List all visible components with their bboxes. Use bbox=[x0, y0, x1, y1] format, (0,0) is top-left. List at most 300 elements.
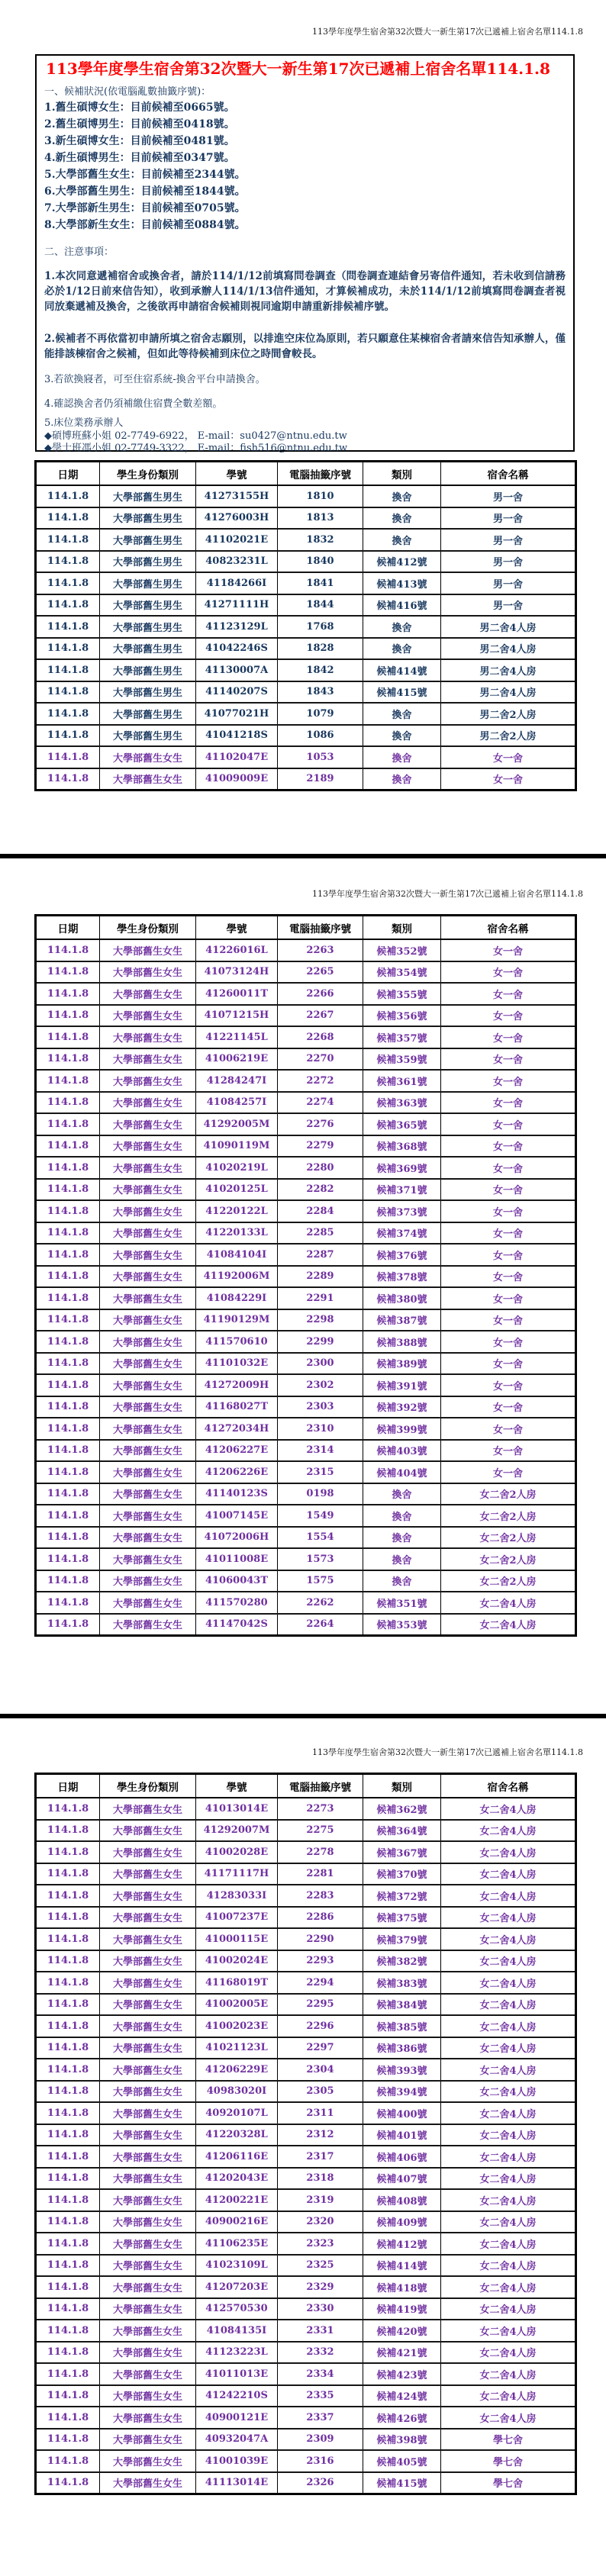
page-break-bar bbox=[0, 1714, 606, 1718]
waitlist-status-item: 4.新生碩博男生：目前候補至0347號。 bbox=[44, 152, 235, 164]
cell-identity-category: 大學部舊生女生 bbox=[100, 1244, 196, 1266]
cell-lottery-number: 2332 bbox=[278, 2342, 363, 2364]
cell-identity-category: 大學部舊生女生 bbox=[100, 1885, 196, 1907]
cell-date: 114.1.8 bbox=[36, 1309, 100, 1331]
cell-dorm-name: 女二舍4人房 bbox=[441, 1798, 576, 1820]
cell-identity-category: 大學部舊生女生 bbox=[100, 961, 196, 984]
table-row bbox=[36, 1287, 576, 1309]
cell-lottery-number: 2274 bbox=[278, 1092, 363, 1114]
column-header: 日期 bbox=[36, 1774, 100, 1798]
cell-student-id: 41190129M bbox=[196, 1309, 278, 1331]
waitlist-status-list bbox=[44, 99, 566, 233]
table-row bbox=[36, 1863, 576, 1885]
cell-student-id: 41202043E bbox=[196, 2168, 278, 2190]
cell-student-id: 41206226E bbox=[196, 1461, 278, 1483]
cell-type: 候補418號 bbox=[363, 2276, 441, 2298]
cell-lottery-number: 2323 bbox=[278, 2233, 363, 2255]
cell-dorm-name: 女二舍4人房 bbox=[441, 1885, 576, 1907]
cell-identity-category: 大學部舊生女生 bbox=[100, 1418, 196, 1440]
cell-student-id: 41168019T bbox=[196, 1972, 278, 1994]
table-row bbox=[36, 2407, 576, 2429]
cell-lottery-number: 2325 bbox=[278, 2255, 363, 2277]
cell-lottery-number: 1079 bbox=[278, 703, 363, 725]
section1-heading: 一、候補狀況(依電腦亂數抽籤序號)： bbox=[44, 86, 211, 98]
cell-lottery-number: 2283 bbox=[278, 1885, 363, 1907]
cell-type: 候補378號 bbox=[363, 1266, 441, 1288]
cell-identity-category: 大學部舊生女生 bbox=[100, 1505, 196, 1527]
cell-lottery-number: 1810 bbox=[278, 485, 363, 507]
cell-identity-category: 大學部舊生男生 bbox=[100, 594, 196, 617]
cell-student-id: 41000115E bbox=[196, 1928, 278, 1950]
cell-identity-category: 大學部舊生女生 bbox=[100, 1396, 196, 1418]
table-row bbox=[36, 2168, 576, 2190]
cell-dorm-name: 女一舍 bbox=[441, 1396, 576, 1418]
cell-lottery-number: 2302 bbox=[278, 1374, 363, 1396]
cell-student-id: 41020219L bbox=[196, 1157, 278, 1179]
cell-identity-category: 大學部舊生女生 bbox=[100, 1331, 196, 1353]
table-row bbox=[36, 1157, 576, 1179]
cell-date: 114.1.8 bbox=[36, 2081, 100, 2103]
cell-type: 候補413號 bbox=[363, 572, 441, 594]
cell-lottery-number: 2316 bbox=[278, 2450, 363, 2472]
cell-identity-category: 大學部舊生女生 bbox=[100, 1950, 196, 1972]
cell-dorm-name: 男二舍4人房 bbox=[441, 681, 576, 704]
cell-identity-category: 大學部舊生女生 bbox=[100, 1157, 196, 1179]
cell-dorm-name: 女二舍4人房 bbox=[441, 1592, 576, 1614]
cell-dorm-name: 女一舍 bbox=[441, 746, 576, 768]
contact-list bbox=[44, 430, 566, 455]
cell-student-id: 41090119M bbox=[196, 1135, 278, 1158]
table-row bbox=[36, 485, 576, 507]
cell-lottery-number: 1840 bbox=[278, 551, 363, 573]
cell-date: 114.1.8 bbox=[36, 961, 100, 984]
cell-student-id: 41042246S bbox=[196, 638, 278, 660]
cell-lottery-number: 2331 bbox=[278, 2320, 363, 2342]
cell-lottery-number: 2263 bbox=[278, 939, 363, 961]
cell-date: 114.1.8 bbox=[36, 1570, 100, 1592]
cell-identity-category: 大學部舊生女生 bbox=[100, 1483, 196, 1505]
table-row bbox=[36, 1222, 576, 1245]
cell-identity-category: 大學部舊生女生 bbox=[100, 1179, 196, 1201]
cell-type: 候補357號 bbox=[363, 1026, 441, 1048]
cell-date: 114.1.8 bbox=[36, 1592, 100, 1614]
cell-lottery-number: 2300 bbox=[278, 1353, 363, 1375]
cell-student-id: 41007145E bbox=[196, 1505, 278, 1527]
note-item: 4.確認換舍者仍須補繳住宿費全數差額。 bbox=[44, 398, 223, 410]
cell-student-id: 41284247I bbox=[196, 1070, 278, 1092]
cell-lottery-number: 1768 bbox=[278, 616, 363, 638]
cell-identity-category: 大學部舊生男生 bbox=[100, 703, 196, 725]
cell-identity-category: 大學部舊生女生 bbox=[100, 2015, 196, 2037]
cell-student-id: 41011008E bbox=[196, 1548, 278, 1570]
table-row bbox=[36, 2233, 576, 2255]
cell-lottery-number: 2266 bbox=[278, 983, 363, 1005]
table-row bbox=[36, 1483, 576, 1505]
cell-date: 114.1.8 bbox=[36, 2320, 100, 2342]
cell-type: 候補403號 bbox=[363, 1440, 441, 1462]
cell-type: 換舍 bbox=[363, 507, 441, 530]
cell-date: 114.1.8 bbox=[36, 681, 100, 704]
cell-date: 114.1.8 bbox=[36, 2168, 100, 2190]
cell-identity-category: 大學部舊生女生 bbox=[100, 1113, 196, 1135]
cell-lottery-number: 2309 bbox=[278, 2429, 363, 2451]
cell-identity-category: 大學部舊生女生 bbox=[100, 1048, 196, 1071]
cell-dorm-name: 女一舍 bbox=[441, 1287, 576, 1309]
cell-identity-category: 大學部舊生男生 bbox=[100, 638, 196, 660]
table-header-row bbox=[36, 916, 576, 940]
cell-date: 114.1.8 bbox=[36, 1863, 100, 1885]
cell-type: 換舍 bbox=[363, 1527, 441, 1549]
cell-identity-category: 大學部舊生女生 bbox=[100, 2233, 196, 2255]
cell-identity-category: 大學部舊生女生 bbox=[100, 1820, 196, 1842]
cell-student-id: 41140207S bbox=[196, 681, 278, 704]
cell-type: 候補389號 bbox=[363, 1353, 441, 1375]
table-row bbox=[36, 1841, 576, 1863]
cell-type: 候補352號 bbox=[363, 939, 441, 961]
cell-identity-category: 大學部舊生女生 bbox=[100, 1353, 196, 1375]
cell-date: 114.1.8 bbox=[36, 2276, 100, 2298]
cell-lottery-number: 2311 bbox=[278, 2102, 363, 2124]
cell-date: 114.1.8 bbox=[36, 2233, 100, 2255]
cell-type: 候補414號 bbox=[363, 2255, 441, 2277]
cell-lottery-number: 2330 bbox=[278, 2298, 363, 2320]
cell-date: 114.1.8 bbox=[36, 1527, 100, 1549]
cell-date: 114.1.8 bbox=[36, 1287, 100, 1309]
cell-identity-category: 大學部舊生男生 bbox=[100, 551, 196, 573]
table-row bbox=[36, 1244, 576, 1266]
cell-type: 候補382號 bbox=[363, 1950, 441, 1972]
cell-date: 114.1.8 bbox=[36, 1026, 100, 1048]
cell-student-id: 41084229I bbox=[196, 1287, 278, 1309]
cell-date: 114.1.8 bbox=[36, 1266, 100, 1288]
table-row bbox=[36, 1527, 576, 1549]
cell-date: 114.1.8 bbox=[36, 1374, 100, 1396]
cell-date: 114.1.8 bbox=[36, 2124, 100, 2146]
cell-dorm-name: 女二舍4人房 bbox=[441, 2037, 576, 2059]
cell-dorm-name: 女一舍 bbox=[441, 1353, 576, 1375]
cell-student-id: 41272034H bbox=[196, 1418, 278, 1440]
cell-student-id: 41011013E bbox=[196, 2363, 278, 2385]
cell-dorm-name: 女二舍4人房 bbox=[441, 2146, 576, 2168]
cell-lottery-number: 2289 bbox=[278, 1266, 363, 1288]
cell-lottery-number: 2337 bbox=[278, 2407, 363, 2429]
cell-dorm-name: 女一舍 bbox=[441, 1113, 576, 1135]
cell-student-id: 40823231L bbox=[196, 551, 278, 573]
cell-student-id: 41220328L bbox=[196, 2124, 278, 2146]
cell-type: 候補374號 bbox=[363, 1222, 441, 1245]
cell-type: 換舍 bbox=[363, 1505, 441, 1527]
cell-type: 候補391號 bbox=[363, 1374, 441, 1396]
table-row bbox=[36, 1331, 576, 1353]
cell-dorm-name: 女二舍4人房 bbox=[441, 1972, 576, 1994]
notes-regular-list bbox=[44, 372, 566, 430]
table-row bbox=[36, 2146, 576, 2168]
waitlist-status-item: 7.大學部新生男生：目前候補至0705號。 bbox=[44, 202, 246, 214]
table-row bbox=[36, 529, 576, 551]
cell-lottery-number: 2276 bbox=[278, 1113, 363, 1135]
table-row bbox=[36, 1113, 576, 1135]
cell-date: 114.1.8 bbox=[36, 1396, 100, 1418]
cell-lottery-number: 2287 bbox=[278, 1244, 363, 1266]
table-row bbox=[36, 2015, 576, 2037]
cell-identity-category: 大學部舊生女生 bbox=[100, 2168, 196, 2190]
cell-type: 候補401號 bbox=[363, 2124, 441, 2146]
cell-lottery-number: 2293 bbox=[278, 1950, 363, 1972]
table-header-row bbox=[36, 1774, 576, 1798]
section2-heading: 二、注意事項： bbox=[44, 246, 114, 258]
cell-date: 114.1.8 bbox=[36, 1048, 100, 1071]
cell-type: 候補393號 bbox=[363, 2059, 441, 2081]
cell-identity-category: 大學部舊生女生 bbox=[100, 1092, 196, 1114]
cell-type: 候補370號 bbox=[363, 1863, 441, 1885]
cell-type: 候補368號 bbox=[363, 1135, 441, 1158]
cell-type: 候補421號 bbox=[363, 2342, 441, 2364]
cell-date: 114.1.8 bbox=[36, 572, 100, 594]
cell-identity-category: 大學部舊生女生 bbox=[100, 1570, 196, 1592]
cell-identity-category: 大學部舊生女生 bbox=[100, 2363, 196, 2385]
column-header: 學生身份類別 bbox=[100, 462, 196, 486]
cell-student-id: 41002024E bbox=[196, 1950, 278, 1972]
cell-lottery-number: 1844 bbox=[278, 594, 363, 617]
table-row bbox=[36, 2255, 576, 2277]
cell-student-id: 41084135I bbox=[196, 2320, 278, 2342]
cell-type: 候補379號 bbox=[363, 1928, 441, 1950]
cell-date: 114.1.8 bbox=[36, 939, 100, 961]
cell-student-id: 41101032E bbox=[196, 1353, 278, 1375]
cell-lottery-number: 2291 bbox=[278, 1287, 363, 1309]
cell-lottery-number: 2284 bbox=[278, 1200, 363, 1222]
table-row bbox=[36, 1353, 576, 1375]
table-row bbox=[36, 2037, 576, 2059]
cell-identity-category: 大學部舊生男生 bbox=[100, 681, 196, 704]
cell-dorm-name: 男二舍4人房 bbox=[441, 638, 576, 660]
cell-date: 114.1.8 bbox=[36, 1418, 100, 1440]
cell-student-id: 41168027T bbox=[196, 1396, 278, 1418]
cell-type: 候補404號 bbox=[363, 1461, 441, 1483]
cell-dorm-name: 女一舍 bbox=[441, 1461, 576, 1483]
cell-date: 114.1.8 bbox=[36, 2037, 100, 2059]
column-header: 類別 bbox=[363, 462, 441, 486]
cell-lottery-number: 2314 bbox=[278, 1440, 363, 1462]
cell-date: 114.1.8 bbox=[36, 1440, 100, 1462]
cell-dorm-name: 女二舍4人房 bbox=[441, 2363, 576, 2385]
waitlist-status-item: 6.大學部舊生男生：目前候補至1844號。 bbox=[44, 185, 246, 198]
table-row bbox=[36, 725, 576, 747]
cell-identity-category: 大學部舊生女生 bbox=[100, 939, 196, 961]
table-row bbox=[36, 1266, 576, 1288]
table-row bbox=[36, 983, 576, 1005]
cell-student-id: 41220133L bbox=[196, 1222, 278, 1245]
cell-dorm-name: 女一舍 bbox=[441, 768, 576, 791]
cell-lottery-number: 2329 bbox=[278, 2276, 363, 2298]
cell-student-id: 41002028E bbox=[196, 1841, 278, 1863]
cell-dorm-name: 女一舍 bbox=[441, 1070, 576, 1092]
cell-type: 候補355號 bbox=[363, 983, 441, 1005]
cell-student-id: 41273155H bbox=[196, 485, 278, 507]
assignment-table-page1 bbox=[34, 460, 577, 791]
cell-lottery-number: 2315 bbox=[278, 1461, 363, 1483]
cell-type: 候補363號 bbox=[363, 1092, 441, 1114]
cell-type: 候補398號 bbox=[363, 2429, 441, 2451]
cell-identity-category: 大學部舊生女生 bbox=[100, 1461, 196, 1483]
cell-student-id: 40983020I bbox=[196, 2081, 278, 2103]
cell-date: 114.1.8 bbox=[36, 2102, 100, 2124]
cell-dorm-name: 女一舍 bbox=[441, 1440, 576, 1462]
notes-bold-list bbox=[44, 269, 566, 362]
cell-identity-category: 大學部舊生女生 bbox=[100, 1972, 196, 1994]
cell-type: 換舍 bbox=[363, 1548, 441, 1570]
cell-dorm-name: 學七舍 bbox=[441, 2472, 576, 2494]
cell-dorm-name: 學七舍 bbox=[441, 2450, 576, 2472]
table-row bbox=[36, 1440, 576, 1462]
cell-date: 114.1.8 bbox=[36, 529, 100, 551]
table-row bbox=[36, 961, 576, 984]
table-row bbox=[36, 939, 576, 961]
table-row bbox=[36, 746, 576, 768]
cell-dorm-name: 男二舍2人房 bbox=[441, 725, 576, 747]
cell-lottery-number: 2335 bbox=[278, 2385, 363, 2407]
cell-identity-category: 大學部舊生女生 bbox=[100, 2429, 196, 2451]
cell-type: 候補385號 bbox=[363, 2015, 441, 2037]
cell-type: 候補386號 bbox=[363, 2037, 441, 2059]
cell-identity-category: 大學部舊生女生 bbox=[100, 1592, 196, 1614]
assignment-table-page2 bbox=[34, 914, 577, 1637]
cell-student-id: 41023109L bbox=[196, 2255, 278, 2277]
cell-date: 114.1.8 bbox=[36, 2363, 100, 2385]
cell-identity-category: 大學部舊生女生 bbox=[100, 2124, 196, 2146]
column-header: 電腦抽籤序號 bbox=[278, 916, 363, 940]
cell-lottery-number: 2334 bbox=[278, 2363, 363, 2385]
cell-student-id: 41130007A bbox=[196, 659, 278, 681]
cell-date: 114.1.8 bbox=[36, 1548, 100, 1570]
table-row bbox=[36, 1570, 576, 1592]
column-header: 學生身份類別 bbox=[100, 1774, 196, 1798]
cell-type: 候補406號 bbox=[363, 2146, 441, 2168]
table-row bbox=[36, 2124, 576, 2146]
cell-dorm-name: 女二舍4人房 bbox=[441, 2015, 576, 2037]
cell-dorm-name: 女一舍 bbox=[441, 1244, 576, 1266]
cell-identity-category: 大學部舊生女生 bbox=[100, 983, 196, 1005]
cell-dorm-name: 女一舍 bbox=[441, 1266, 576, 1288]
table-row bbox=[36, 1026, 576, 1048]
cell-student-id: 41007237E bbox=[196, 1907, 278, 1929]
cell-lottery-number: 1813 bbox=[278, 507, 363, 530]
cell-lottery-number: 2280 bbox=[278, 1157, 363, 1179]
cell-dorm-name: 學七舍 bbox=[441, 2429, 576, 2451]
cell-date: 114.1.8 bbox=[36, 2385, 100, 2407]
cell-dorm-name: 女一舍 bbox=[441, 1179, 576, 1201]
cell-identity-category: 大學部舊生男生 bbox=[100, 616, 196, 638]
cell-type: 候補354號 bbox=[363, 961, 441, 984]
cell-dorm-name: 女一舍 bbox=[441, 983, 576, 1005]
cell-dorm-name: 男一舍 bbox=[441, 529, 576, 551]
waitlist-status-item: 8.大學部新生女生：目前候補至0884號。 bbox=[44, 219, 246, 231]
cell-lottery-number: 1053 bbox=[278, 746, 363, 768]
cell-identity-category: 大學部舊生女生 bbox=[100, 2320, 196, 2342]
cell-type: 換舍 bbox=[363, 725, 441, 747]
cell-type: 候補361號 bbox=[363, 1070, 441, 1092]
table-row bbox=[36, 1374, 576, 1396]
cell-dorm-name: 女二舍4人房 bbox=[441, 1820, 576, 1842]
cell-dorm-name: 女一舍 bbox=[441, 1331, 576, 1353]
cell-dorm-name: 女一舍 bbox=[441, 1418, 576, 1440]
cell-type: 換舍 bbox=[363, 638, 441, 660]
cell-student-id: 41084104I bbox=[196, 1244, 278, 1266]
column-header: 日期 bbox=[36, 462, 100, 486]
cell-type: 候補399號 bbox=[363, 1418, 441, 1440]
cell-identity-category: 大學部舊生女生 bbox=[100, 1005, 196, 1027]
cell-lottery-number: 2189 bbox=[278, 768, 363, 791]
table-row bbox=[36, 681, 576, 704]
cell-lottery-number: 2265 bbox=[278, 961, 363, 984]
cell-dorm-name: 女二舍4人房 bbox=[441, 2385, 576, 2407]
waitlist-status-item: 2.舊生碩博男生：目前候補至0418號。 bbox=[44, 118, 235, 130]
table-row bbox=[36, 1798, 576, 1820]
cell-dorm-name: 女二舍4人房 bbox=[441, 2298, 576, 2320]
cell-student-id: 41292007M bbox=[196, 1820, 278, 1842]
table-row bbox=[36, 1950, 576, 1972]
cell-date: 114.1.8 bbox=[36, 1005, 100, 1027]
column-header: 宿舍名稱 bbox=[441, 916, 576, 940]
table-row bbox=[36, 2189, 576, 2211]
cell-date: 114.1.8 bbox=[36, 1113, 100, 1135]
cell-dorm-name: 男二舍4人房 bbox=[441, 616, 576, 638]
cell-date: 114.1.8 bbox=[36, 2407, 100, 2429]
waitlist-status-item: 1.舊生碩博女生：目前候補至0665號。 bbox=[44, 101, 235, 114]
waitlist-status-item: 3.新生碩博女生：目前候補至0481號。 bbox=[44, 135, 235, 147]
cell-dorm-name: 女二舍4人房 bbox=[441, 1841, 576, 1863]
cell-identity-category: 大學部舊生女生 bbox=[100, 768, 196, 791]
cell-date: 114.1.8 bbox=[36, 2342, 100, 2364]
cell-student-id: 41226016L bbox=[196, 939, 278, 961]
table-row bbox=[36, 2320, 576, 2342]
cell-type: 候補362號 bbox=[363, 1798, 441, 1820]
cell-identity-category: 大學部舊生女生 bbox=[100, 746, 196, 768]
cell-lottery-number: 2320 bbox=[278, 2211, 363, 2233]
cell-dorm-name: 女一舍 bbox=[441, 1222, 576, 1245]
cell-dorm-name: 女二舍4人房 bbox=[441, 1614, 576, 1636]
table-row bbox=[36, 1820, 576, 1842]
table-row bbox=[36, 1179, 576, 1201]
cell-date: 114.1.8 bbox=[36, 2189, 100, 2211]
table-row bbox=[36, 1614, 576, 1636]
table-row bbox=[36, 2342, 576, 2364]
cell-type: 候補351號 bbox=[363, 1592, 441, 1614]
cell-student-id: 41276003H bbox=[196, 507, 278, 530]
cell-date: 114.1.8 bbox=[36, 1353, 100, 1375]
cell-date: 114.1.8 bbox=[36, 1798, 100, 1820]
cell-date: 114.1.8 bbox=[36, 1841, 100, 1863]
cell-date: 114.1.8 bbox=[36, 2450, 100, 2472]
cell-identity-category: 大學部舊生女生 bbox=[100, 1614, 196, 1636]
table-row bbox=[36, 2298, 576, 2320]
cell-student-id: 41271111H bbox=[196, 594, 278, 617]
note-item: 3.若欲換寢者，可至住宿系統-換舍平台申請換舍。 bbox=[44, 374, 266, 385]
note-item: 1.本次同意遞補宿舍或換舍者，請於114/1/12前填寫問卷調查（問卷調查連結會另寄信件通知，若未收到信請務必於1/12日前來信告知），收到承辦人114/1/13信件通知，才算候補成功，未於114/1/12前填寫問卷調查者視同放棄遞補及換舍，之後欲再申請宿舍候補則視同逾期申請重新排候補序號。 bbox=[44, 270, 566, 313]
cell-lottery-number: 2281 bbox=[278, 1863, 363, 1885]
cell-dorm-name: 女一舍 bbox=[441, 1135, 576, 1158]
cell-dorm-name: 女二舍2人房 bbox=[441, 1527, 576, 1549]
cell-type: 候補359號 bbox=[363, 1048, 441, 1071]
cell-type: 候補383號 bbox=[363, 1972, 441, 1994]
cell-identity-category: 大學部舊生女生 bbox=[100, 1440, 196, 1462]
cell-identity-category: 大學部舊生女生 bbox=[100, 2146, 196, 2168]
cell-type: 候補353號 bbox=[363, 1614, 441, 1636]
cell-lottery-number: 2319 bbox=[278, 2189, 363, 2211]
page1-running-header: 113學年度學生宿舍第32次暨大一新生第17次已遞補上宿舍名單114.1.8 bbox=[312, 27, 583, 37]
cell-student-id: 41020125L bbox=[196, 1179, 278, 1201]
cell-date: 114.1.8 bbox=[36, 485, 100, 507]
